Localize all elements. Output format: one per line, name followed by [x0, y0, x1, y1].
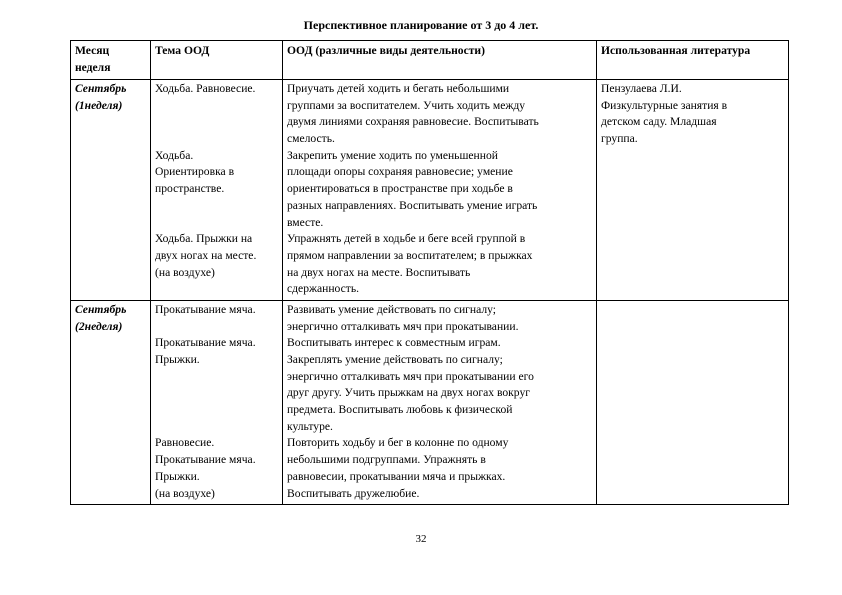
- text-line: [155, 215, 278, 232]
- header-line: Тема ООД: [155, 44, 210, 57]
- text-line: (на воздухе): [155, 486, 215, 500]
- text-line: энергично отталкивать мяч при прокатывании его: [287, 369, 534, 383]
- table-row: [71, 80, 789, 301]
- text-line: площади опоры сохраняя равновесие; умение: [287, 165, 513, 179]
- table-row: [71, 300, 789, 504]
- page-number: 32: [415, 533, 427, 545]
- text-line: Повторить ходьбу и бег в колонне по одному: [287, 436, 509, 450]
- text-line: прямом направлении за воспитателем; в прыжках: [287, 248, 533, 262]
- text-line: Равновесие.: [155, 436, 215, 450]
- text-line: Ходьба.: [155, 148, 194, 162]
- text-line: Пензулаева Л.И.: [601, 82, 682, 95]
- text-line: [155, 402, 278, 419]
- month-cell: [71, 300, 151, 504]
- text-line: двумя линиями сохраняя равновесие. Воспитывать: [287, 115, 539, 129]
- text-line: Ориентировка в: [155, 165, 235, 179]
- text-line: [155, 369, 278, 386]
- text-line: ориентироваться в пространстве при ходьбе в: [287, 182, 513, 196]
- text-line: группа.: [601, 132, 638, 146]
- literature-cell: [597, 300, 789, 504]
- text-line: Воспитывать интерес к совместным играм.: [287, 336, 501, 350]
- text-line: Прокатывание мяча.: [155, 336, 256, 350]
- text-line: Прокатывание мяча.: [155, 302, 256, 316]
- header-line: ООД (различные виды деятельности): [287, 44, 485, 57]
- text-line: Прыжки.: [155, 469, 200, 483]
- text-line: Закреплять умение действовать по сигналу;: [287, 353, 503, 366]
- text-line: [155, 281, 278, 298]
- text-line: Физкультурные занятия в: [601, 98, 728, 112]
- activities-cell: [283, 80, 597, 301]
- text-line: Прокатывание мяча.: [155, 453, 256, 467]
- text-line: сдержанность.: [287, 282, 360, 296]
- text-line: (на воздухе): [155, 265, 215, 279]
- text-line: пространстве.: [155, 182, 225, 196]
- text-line: Приучать детей ходить и бегать небольшими: [287, 82, 510, 95]
- text-line: [155, 319, 278, 336]
- topic-cell: [151, 80, 283, 301]
- text-line: Развивать умение действовать по сигналу;: [287, 302, 497, 316]
- text-line: Ходьба. Равновесие.: [155, 82, 256, 95]
- text-line: на двух ногах на месте. Воспитывать: [287, 265, 471, 279]
- month-cell: [71, 80, 151, 301]
- header-literature: [597, 41, 789, 80]
- topic-cell: [151, 300, 283, 504]
- planning-table: [70, 40, 789, 505]
- text-line: Упражнять детей в ходьбе и беге всей группой в: [287, 232, 526, 246]
- activities-cell: [283, 300, 597, 504]
- text-line: детском саду. Младшая: [601, 115, 717, 129]
- text-line: двух ногах на месте.: [155, 248, 257, 262]
- header-topic: [151, 41, 283, 80]
- text-line: [155, 419, 278, 436]
- text-line: небольшими подгруппами. Упражнять в: [287, 453, 486, 467]
- text-line: [155, 98, 278, 115]
- text-line: энергично отталкивать мяч при прокатывании.: [287, 319, 519, 333]
- header-activities: [283, 41, 597, 80]
- header-line: Месяц: [75, 44, 110, 57]
- header-line: неделя: [75, 60, 111, 74]
- text-line: [155, 131, 278, 148]
- text-line: Закрепить умение ходить по уменьшенной: [287, 148, 498, 162]
- text-line: разных направлениях. Воспитывать умение играть: [287, 198, 538, 212]
- header-month-week: [71, 41, 151, 80]
- text-line: Сентябрь: [75, 82, 127, 95]
- text-line: (2неделя): [75, 319, 123, 333]
- text-line: [155, 385, 278, 402]
- text-line: [155, 114, 278, 131]
- text-line: Сентябрь: [75, 302, 127, 316]
- text-line: вместе.: [287, 215, 324, 229]
- text-line: Воспитывать дружелюбие.: [287, 486, 420, 500]
- text-line: равновесии, прокатывании мяча и прыжках.: [287, 469, 506, 483]
- text-line: друг другу. Учить прыжкам на двух ногах вокруг: [287, 386, 530, 400]
- text-line: Прыжки.: [155, 353, 200, 366]
- text-line: [155, 198, 278, 215]
- header-line: Использованная литература: [601, 44, 751, 57]
- table-header-row: [71, 41, 789, 80]
- text-line: смелость.: [287, 132, 335, 146]
- text-line: (1неделя): [75, 98, 123, 112]
- page-title: Перспективное планирование от 3 до 4 лет.: [303, 18, 539, 32]
- text-line: группами за воспитателем. Учить ходить между: [287, 98, 526, 112]
- literature-cell: [597, 80, 789, 301]
- text-line: культуре.: [287, 419, 333, 433]
- text-line: Ходьба. Прыжки на: [155, 232, 253, 246]
- text-line: предмета. Воспитывать любовь к физической: [287, 403, 513, 417]
